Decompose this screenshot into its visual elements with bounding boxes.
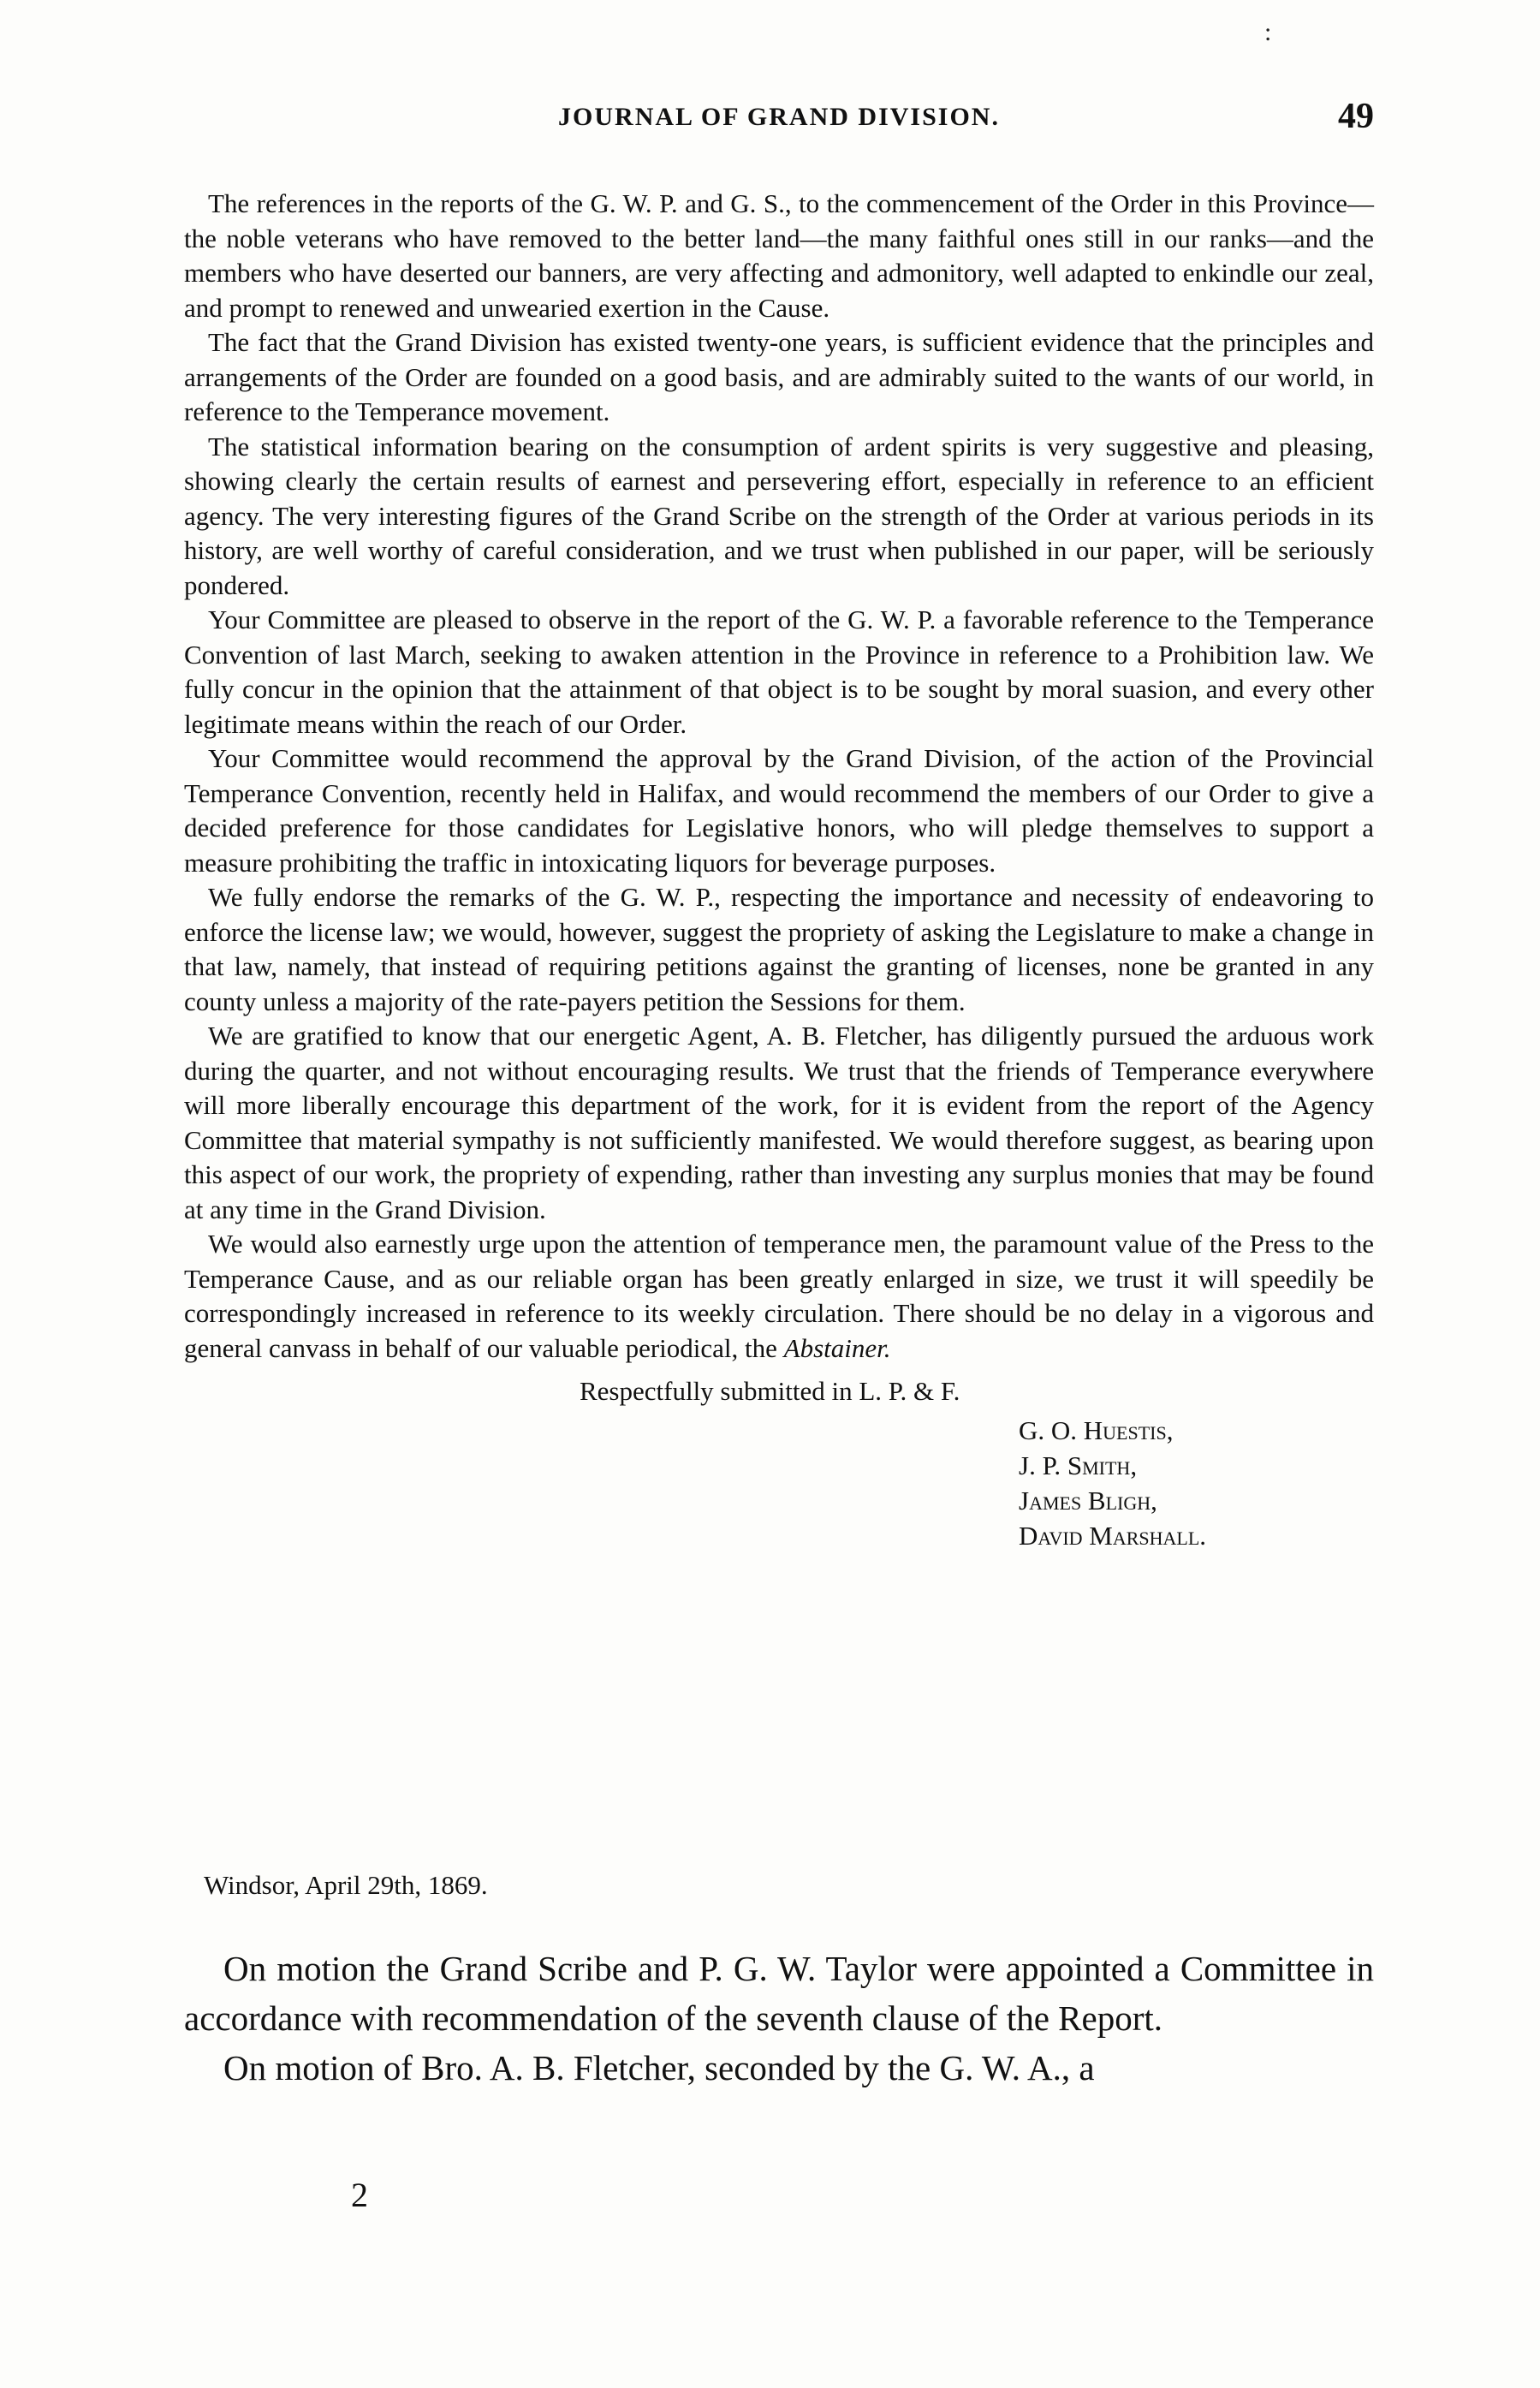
committee-report bbox=[184, 187, 1374, 1553]
report-paragraph: Your Committee would recommend the approval by the Grand Division, of the action of the Provincial Temperance Convention, recently held in Halifax, and would recommend the members of our Order to give a decided preference for those candidates for Legislative honors, who will pledge themselves to support a measure prohibiting the traffic in intoxicating liquors for beverage purposes. bbox=[184, 743, 1374, 878]
signatory: G. O. Huestis, bbox=[1019, 1414, 1174, 1445]
signatory: David Marshall. bbox=[1019, 1520, 1207, 1551]
closing-line: Respectfully submitted in L. P. & F. bbox=[580, 1376, 960, 1406]
report-paragraph: We are gratified to know that our energetic Agent, A. B. Fletcher, has diligently pursued the arduous work during the quarter, and not without encouraging results. We trust that the friends of Temperance everywhere will more liberally encourage this department of the work, for it is evident from the report of the Agency Committee that material sympathy is not sufficiently manifested. We would therefore suggest, as bearing upon this aspect of our work, the propriety of expending, rather than investing any surplus monies that may be found at any time in the Grand Division. bbox=[184, 1021, 1374, 1224]
running-title: JOURNAL OF GRAND DIVISION. bbox=[558, 103, 1000, 131]
signature-mark: 2 bbox=[351, 2176, 368, 2214]
signatory: J. P. Smith, bbox=[1019, 1450, 1138, 1480]
place-date: Windsor, April 29th, 1869. bbox=[204, 1870, 488, 1900]
signatories bbox=[1019, 1413, 1374, 1553]
corner-mark: : bbox=[1264, 18, 1272, 46]
report-paragraph: The fact that the Grand Division has existed twenty-one years, is sufficient evidence that the principles and arrangements of the Order are founded on a good basis, and are admirably suited to the wants of our world, in reference to the Temperance movement. bbox=[184, 327, 1374, 426]
minutes-paragraph: On motion the Grand Scribe and P. G. W. Taylor were appointed a Committee in accordance with recommendation of the seventh clause of the Report. bbox=[184, 1949, 1374, 2038]
report-paragraph: We fully endorse the remarks of the G. W. P., respecting the importance and necessity of endeavoring to enforce the license law; we would, however, suggest the propriety of asking the Legislature to make a change in that law, namely, that instead of requiring petitions against the granting of licenses, none be granted in any county unless a majority of the rate-payers petition the Sessions for them. bbox=[184, 882, 1374, 1016]
minutes bbox=[184, 1944, 1374, 2093]
page-number: 49 bbox=[1338, 97, 1374, 136]
report-paragraph: The statistical information bearing on the consumption of ardent spirits is very suggestive and pleasing, showing clearly the certain results of earnest and persevering effort, especially in reference to an efficient agency. The very interesting figures of the Grand Scribe on the strength of the Order at various periods in its history, are well worthy of careful consideration, and we trust when published in our paper, will be seriously pondered. bbox=[184, 431, 1374, 600]
signatory: James Bligh, bbox=[1019, 1485, 1157, 1516]
report-paragraph: The references in the reports of the G. W. P. and G. S., to the commencement of the Order in this Province—the noble veterans who have removed to the better land—the many faithful ones still in our ranks—and the members who have deserted our banners, are very affecting and admonitory, well adapted to enkindle our zeal, and prompt to renewed and unwearied exertion in the Cause. bbox=[184, 188, 1374, 323]
report-paragraph: Your Committee are pleased to observe in the report of the G. W. P. a favorable reference to the Temperance Convention of last March, seeking to awaken attention in the Province in reference to a Prohibition law. We fully concur in the opinion that the attainment of that object is to be sought by moral suasion, and every other legitimate means within the reach of our Order. bbox=[184, 604, 1374, 739]
running-head bbox=[184, 96, 1374, 147]
minutes-paragraph: On motion of Bro. A. B. Fletcher, seconded by the G. W. A., a bbox=[223, 2048, 1095, 2087]
periodical-name: Abstainer. bbox=[783, 1332, 891, 1363]
report-paragraph-last bbox=[184, 1227, 1374, 1366]
report-paragraph-text: We would also earnestly urge upon the attention of temperance men, the paramount value of the Press to the Temperance Cause, and as our reliable organ has been greatly enlarged in size, we trust it will speedily be correspondingly increased in reference to its weekly circulation. There should be no delay in a vigorous and general canvass in behalf of our valuable periodical, the bbox=[184, 1229, 1374, 1363]
